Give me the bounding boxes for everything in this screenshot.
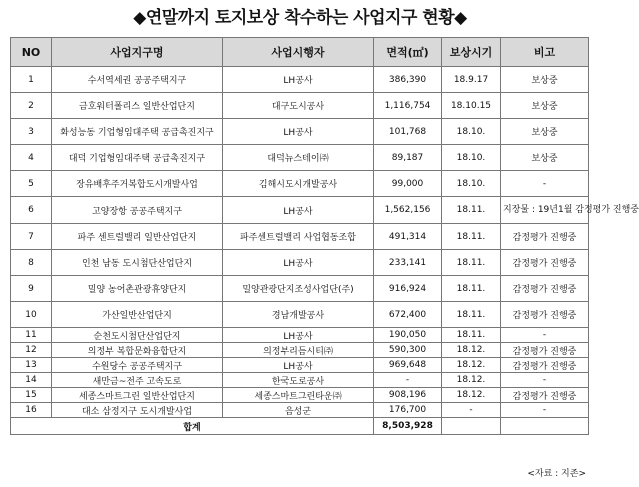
row-no: 16 <box>11 403 52 418</box>
table-row <box>11 145 589 171</box>
row-operator: 음성군 <box>223 403 374 418</box>
row-area: 101,768 <box>374 119 442 145</box>
row-district-name: 새만금~전주 고속도로 <box>52 373 223 388</box>
row-area: 1,562,156 <box>374 197 442 224</box>
row-note: 보상중 <box>501 93 589 119</box>
total-period-empty <box>442 418 501 435</box>
table-row <box>11 302 589 328</box>
row-no: 3 <box>11 119 52 145</box>
total-label: 합계 <box>11 418 374 435</box>
row-no: 7 <box>11 224 52 250</box>
row-district-name: 수서역세권 공공주택지구 <box>52 67 223 93</box>
row-note: - <box>501 171 589 197</box>
row-period: - <box>442 403 501 418</box>
row-district-name: 의정부 복합문화융합단지 <box>52 343 223 358</box>
row-no: 4 <box>11 145 52 171</box>
row-period: 18.12. <box>442 343 501 358</box>
row-operator: 김해시도시개발공사 <box>223 171 374 197</box>
row-area: 190,050 <box>374 328 442 343</box>
row-operator: 대덕뉴스테이㈜ <box>223 145 374 171</box>
row-area: 916,924 <box>374 276 442 302</box>
row-period: 18.10. <box>442 119 501 145</box>
row-period: 18.10. <box>442 171 501 197</box>
row-district-name: 파주 센트럴밸리 일반산업단지 <box>52 224 223 250</box>
row-period: 18.11. <box>442 328 501 343</box>
row-note: 감정평가 진행중 <box>501 276 589 302</box>
row-period: 18.11. <box>442 197 501 224</box>
total-row <box>11 418 589 435</box>
page-title: ◆연말까지 토지보상 착수하는 사업지구 현황◆ <box>133 8 467 28</box>
table-header-row <box>11 38 589 67</box>
row-area: - <box>374 373 442 388</box>
row-district-name: 수원당수 공공주택지구 <box>52 358 223 373</box>
row-no: 15 <box>11 388 52 403</box>
row-operator: 대구도시공사 <box>223 93 374 119</box>
row-district-name: 밀양 농어촌관광휴양단지 <box>52 276 223 302</box>
row-operator: LH공사 <box>223 119 374 145</box>
row-note: - <box>501 328 589 343</box>
header-note: 비고 <box>501 38 589 67</box>
header-area: 면적(㎡) <box>374 38 442 67</box>
table-row <box>11 328 589 343</box>
total-area: 8,503,928 <box>374 418 442 435</box>
row-district-name: 인천 남동 도시첨단산업단지 <box>52 250 223 276</box>
table-row <box>11 276 589 302</box>
row-district-name: 화성능동 기업형임대주택 공급촉진지구 <box>52 119 223 145</box>
row-area: 1,116,754 <box>374 93 442 119</box>
row-note: 감정평가 진행중 <box>501 358 589 373</box>
table-row <box>11 373 589 388</box>
row-district-name: 고양장항 공공주택지구 <box>52 197 223 224</box>
row-period: 18.11. <box>442 224 501 250</box>
row-district-name: 가산일반산업단지 <box>52 302 223 328</box>
row-operator: 파주센트럴밸리 사업협동조합 <box>223 224 374 250</box>
row-period: 18.9.17 <box>442 67 501 93</box>
table-row <box>11 197 589 224</box>
row-area: 99,000 <box>374 171 442 197</box>
row-operator: 한국도로공사 <box>223 373 374 388</box>
row-period: 18.10.15 <box>442 93 501 119</box>
row-note: 감정평가 진행중 <box>501 250 589 276</box>
row-no: 8 <box>11 250 52 276</box>
row-period: 18.11. <box>442 302 501 328</box>
row-operator: 의정부리듬시티㈜ <box>223 343 374 358</box>
row-note: 보상중 <box>501 67 589 93</box>
row-period: 18.12. <box>442 388 501 403</box>
row-no: 11 <box>11 328 52 343</box>
row-district-name: 대소 삼정지구 도시개발사업 <box>52 403 223 418</box>
row-area: 89,187 <box>374 145 442 171</box>
row-note: 감정평가 진행중 <box>501 343 589 358</box>
row-operator: 밀양관광단지조성사업단(주) <box>223 276 374 302</box>
row-area: 969,648 <box>374 358 442 373</box>
row-area: 176,700 <box>374 403 442 418</box>
row-no: 2 <box>11 93 52 119</box>
row-area: 233,141 <box>374 250 442 276</box>
row-district-name: 금호워터폴리스 일반산업단지 <box>52 93 223 119</box>
row-area: 386,390 <box>374 67 442 93</box>
row-period: 18.12. <box>442 373 501 388</box>
row-no: 14 <box>11 373 52 388</box>
header-operator: 사업시행자 <box>223 38 374 67</box>
row-note: 보상중 <box>501 145 589 171</box>
table-row <box>11 358 589 373</box>
row-district-name: 세종스마트그린 일반산업단지 <box>52 388 223 403</box>
row-note: 감정평가 진행중 <box>501 302 589 328</box>
table-row <box>11 93 589 119</box>
row-operator: LH공사 <box>223 328 374 343</box>
land-compensation-table <box>10 37 639 435</box>
row-district-name: 장유배후주거복합도시개발사업 <box>52 171 223 197</box>
row-period: 18.12. <box>442 358 501 373</box>
row-area: 672,400 <box>374 302 442 328</box>
row-note: - <box>501 403 589 418</box>
row-district-name: 대덕 기업형임대주택 공급촉진지구 <box>52 145 223 171</box>
table-row <box>11 388 589 403</box>
row-operator: LH공사 <box>223 197 374 224</box>
row-period: 18.10. <box>442 145 501 171</box>
table-row <box>11 343 589 358</box>
row-area: 491,314 <box>374 224 442 250</box>
row-note: 감정평가 진행중 <box>501 224 589 250</box>
table-row <box>11 119 589 145</box>
row-district-name: 순천도시첨단산업단지 <box>52 328 223 343</box>
row-no: 5 <box>11 171 52 197</box>
header-compensation-period: 보상시기 <box>442 38 501 67</box>
table-row <box>11 403 589 418</box>
row-no: 9 <box>11 276 52 302</box>
table-body <box>11 67 639 435</box>
row-operator: 경남개발공사 <box>223 302 374 328</box>
row-no: 10 <box>11 302 52 328</box>
row-operator: LH공사 <box>223 358 374 373</box>
row-area: 908,196 <box>374 388 442 403</box>
row-no: 13 <box>11 358 52 373</box>
row-operator: LH공사 <box>223 67 374 93</box>
table-row <box>11 250 589 276</box>
row-period: 18.11. <box>442 276 501 302</box>
header-no: NO <box>11 38 52 67</box>
row-operator: 세종스마트그린타운㈜ <box>223 388 374 403</box>
row-area: 590,300 <box>374 343 442 358</box>
row-note: 보상중 <box>501 119 589 145</box>
row-no: 12 <box>11 343 52 358</box>
row-note: 지장물 : 19년1월 감정평가 진행중 <box>501 197 589 224</box>
row-operator: LH공사 <box>223 250 374 276</box>
header-district-name: 사업지구명 <box>52 38 223 67</box>
row-note: - <box>501 373 589 388</box>
table-row <box>11 171 589 197</box>
table-row <box>11 224 589 250</box>
row-note: 감정평가 진행중 <box>501 388 589 403</box>
row-no: 6 <box>11 197 52 224</box>
table-row <box>11 67 589 93</box>
total-note-empty <box>501 418 589 435</box>
row-period: 18.11. <box>442 250 501 276</box>
row-no: 1 <box>11 67 52 93</box>
source-note: <자료 : 지존> <box>527 469 586 479</box>
